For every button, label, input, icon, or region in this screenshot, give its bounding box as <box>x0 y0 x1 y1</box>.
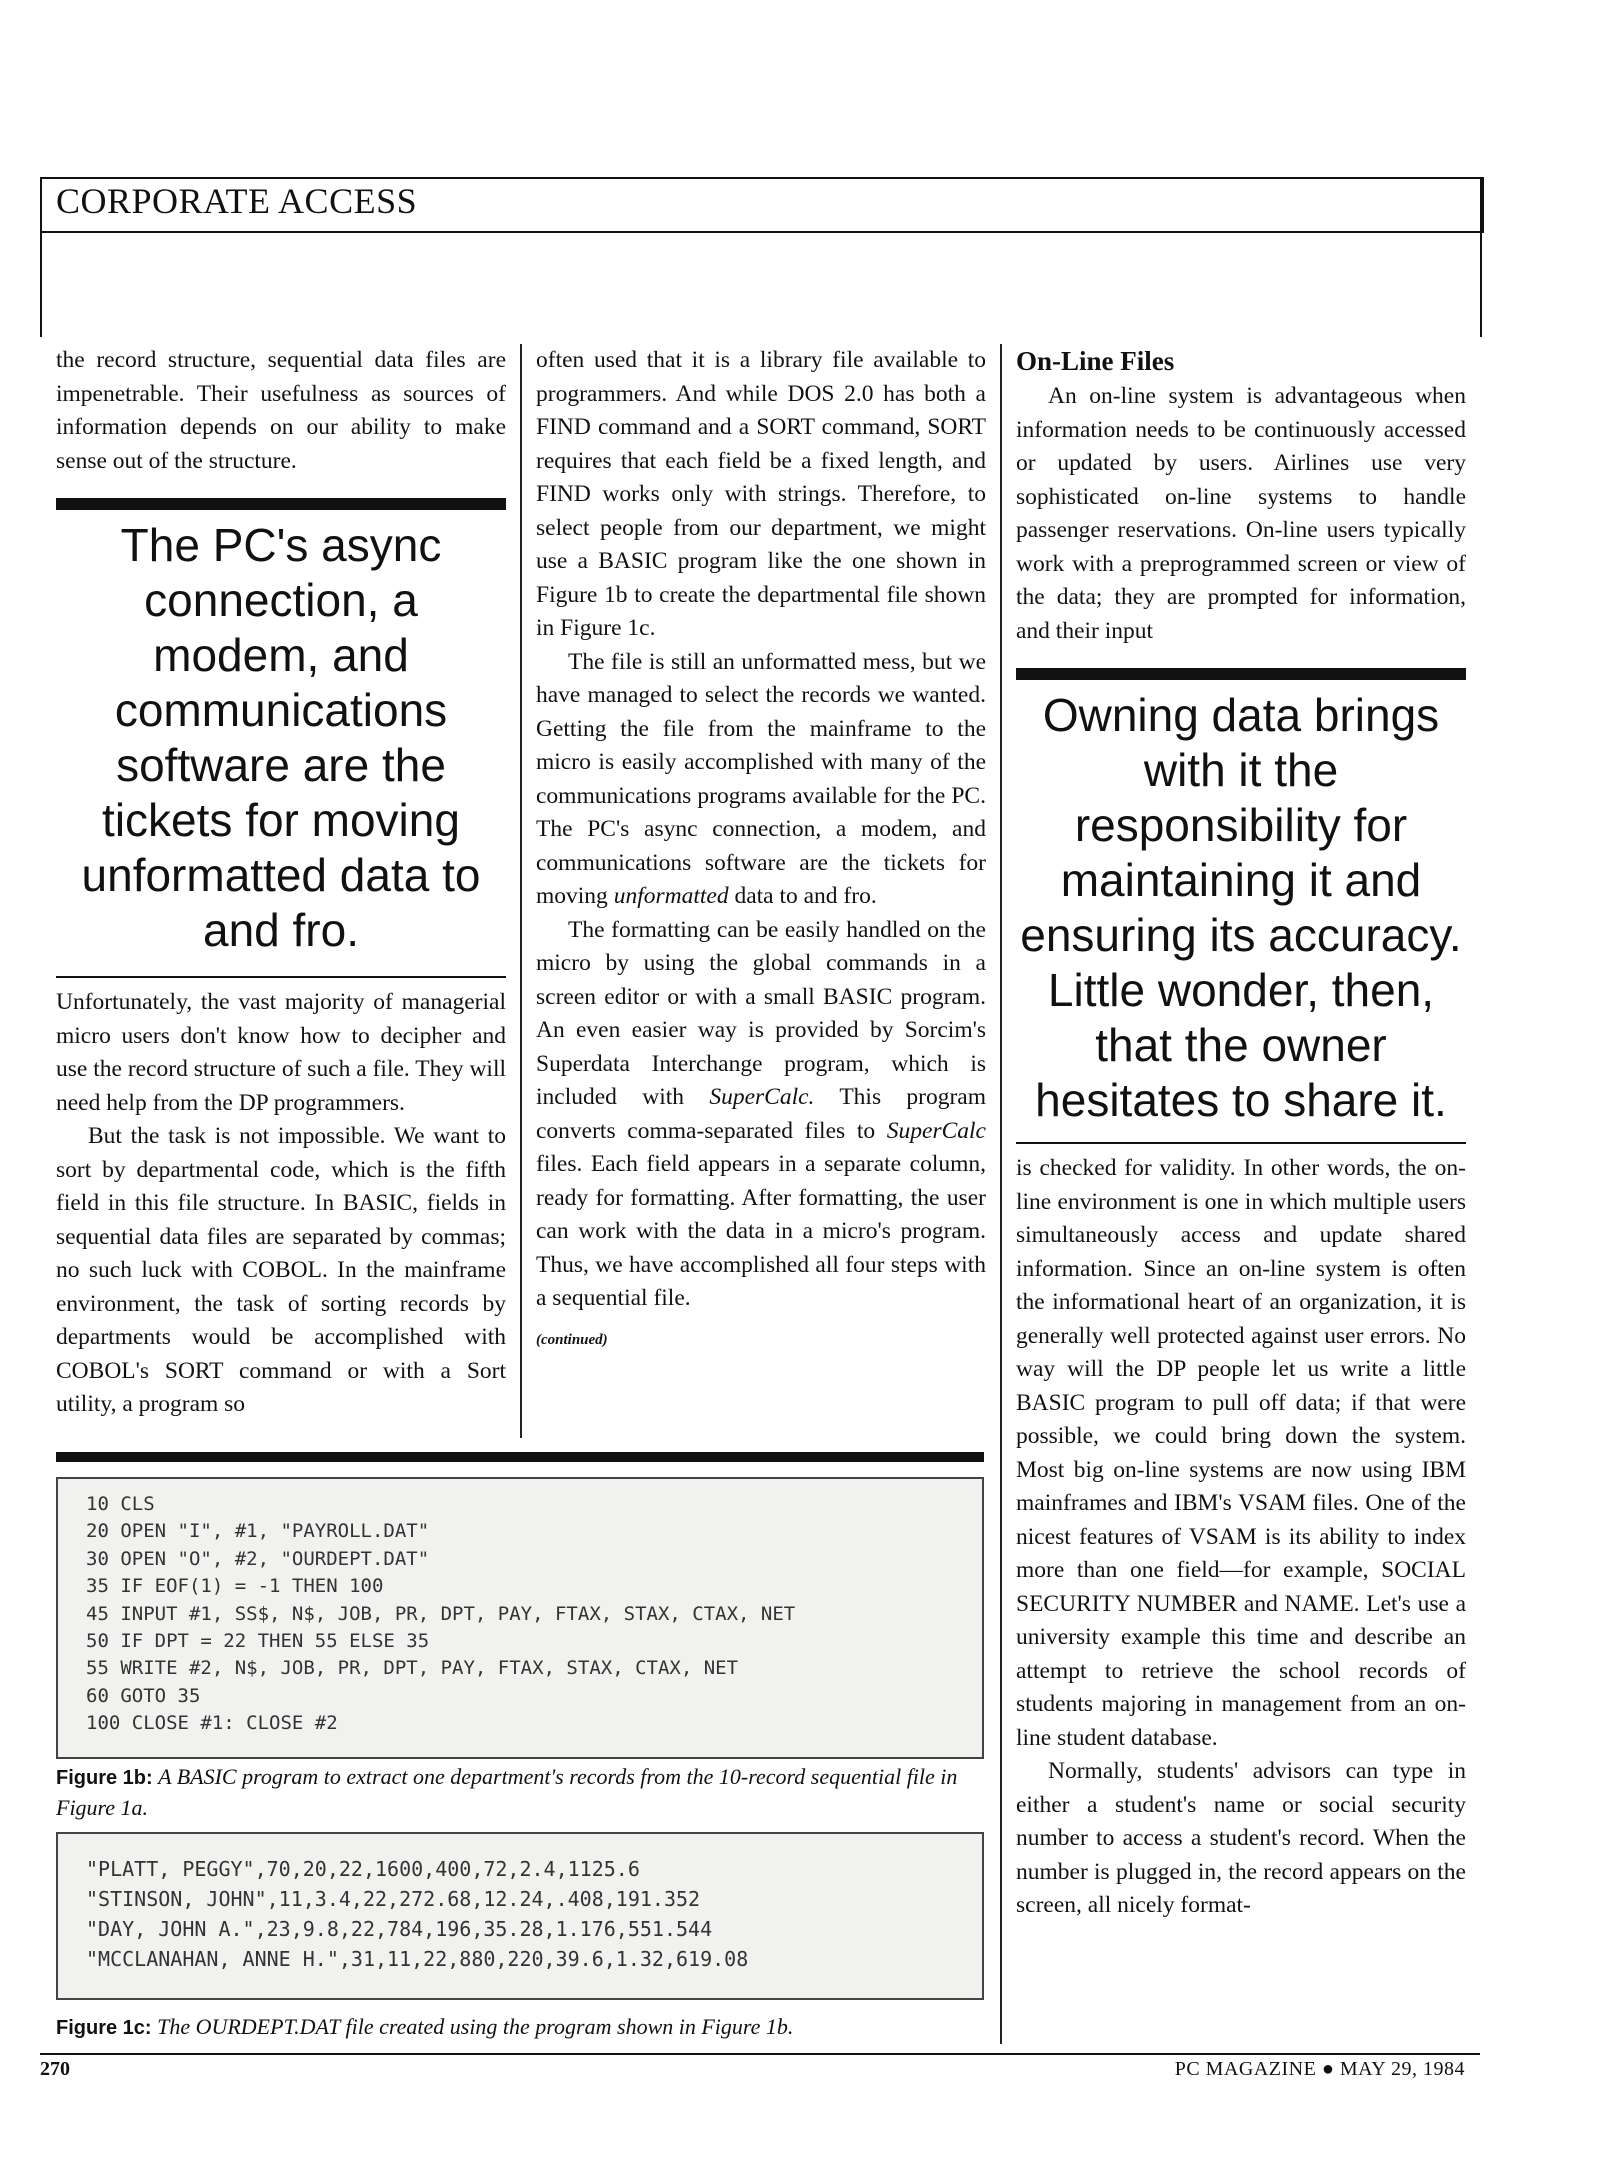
col2-p3-c: files. Each field appears in a separate column, ready for formatting. After formatting, the user can work with the data in a micro's program. Thus, we have accomplished all four steps with a sequential file. <box>536 1151 986 1311</box>
figure-1c-caption-text: The OURDEPT.DAT file created using the program shown in Figure 1b. <box>157 2014 794 2039</box>
figure-1b-code-line: 55 WRITE #2, N$, JOB, PR, DPT, PAY, FTAX, STAX, CTAX, NET <box>86 1657 739 1680</box>
section-title: CORPORATE ACCESS <box>56 181 418 221</box>
publication-line: PC MAGAZINE ● MAY 29, 1984 <box>1174 2058 1465 2080</box>
figure-1c-data-line: "DAY, JOHN A.",23,9.8,22,784,196,35.28,1.176,551.544 <box>86 1917 713 1941</box>
figure-1b-code-line: 30 OPEN "O", #2, "OURDEPT.DAT" <box>86 1547 430 1570</box>
footer-rule <box>40 2053 1480 2055</box>
figure-1b-caption <box>56 1762 984 1823</box>
column-2 <box>536 344 986 1357</box>
col2-p2-italic: unformatted <box>613 883 729 909</box>
col3-paragraph-2: is checked for validity. In other words, the on-line environment is one in which multiple users simultaneously access and update shared information. Since an on-line system is often the informational heart of an organization, it is generally well protected against user errors. No way will the DP people let us write a little BASIC program to pull off data; if that were possible, we could bring down the system. Most big on-line systems are now using IBM mainframes and IBM's VSAM files. One of the nicest features of VSAM is its ability to index more than one field—for example, SOCIAL SECURITY NUMBER and NAME. Let's use a university example this time and describe an attempt to retrieve the school records of students majoring in management from an on-line student database. <box>1016 1155 1466 1751</box>
figure-1c-data-line: "PLATT, PEGGY",70,20,22,1600,400,72,2.4,1125.6 <box>86 1857 640 1881</box>
figure-top-bar <box>56 1452 984 1462</box>
figure-1b-code-line: 45 INPUT #1, SS$, N$, JOB, PR, DPT, PAY, FTAX, STAX, CTAX, NET <box>86 1602 796 1625</box>
pullquote-2-bottom-rule <box>1016 1142 1466 1144</box>
figure-1b-caption-text: A BASIC program to extract one department's records from the 10-record sequential file in Figure 1a. <box>56 1764 958 1820</box>
pullquote-2-top-bar <box>1016 668 1466 680</box>
frame-right-edge <box>1480 177 1482 337</box>
figure-1b-code-line: 100 CLOSE #1: CLOSE #2 <box>86 1712 338 1735</box>
continued-label: (continued) <box>536 1331 608 1348</box>
col2-p3-italic-2: SuperCalc <box>886 1117 986 1144</box>
col2-paragraph-3 <box>536 914 986 1316</box>
figure-1b-code-line: 10 CLS <box>86 1493 155 1515</box>
figure-1c-data-line: "STINSON, JOHN",11,3.4,22,272.68,12.24,.408,191.352 <box>86 1887 701 1911</box>
col2-p3-a: The formatting can be easily handled on the micro by using the global commands in a screen editor or with a small BASIC program. An even easier way is provided by Sorcim's Superdata Interchange program, which is included with <box>536 916 986 1110</box>
figure-1b-code-line: 35 IF EOF(1) = -1 THEN 100 <box>86 1575 384 1598</box>
column-rule-1 <box>520 344 522 1438</box>
figure-1b-code-line: 20 OPEN "I", #1, "PAYROLL.DAT" <box>86 1520 430 1543</box>
pullquote-bottom-rule <box>56 976 506 978</box>
col2-p2-text: The file is still an unformatted mess, but we have managed to select the records we wanted. Getting the file from the mainframe to the micro is easily accomplished with many of the communications programs available for the PC. The PC's async connection, a modem, and communications software are the tickets for moving <box>536 648 986 909</box>
figure-1b-code-line: 50 IF DPT = 22 THEN 55 ELSE 35 <box>86 1630 430 1653</box>
figure-1c-label: Figure 1c: <box>56 2017 152 2039</box>
figure-1c-data-line: "MCCLANAHAN, ANNE H.",31,11,22,880,220,39.6,1.32,619.08 <box>86 1947 749 1971</box>
column-3 <box>1016 344 1466 1923</box>
pullquote-2: Owning data brings with it the responsibility for maintaining it and ensuring its accuracy. Little wonder, then, that the owner hesitates to share it. <box>1020 689 1462 1126</box>
col1-paragraph-3: But the task is not impossible. We want to sort by departmental code, which is the fifth field in this file structure. In BASIC, fields in sequential data files are separated by commas; no such luck with COBOL. In the mainframe environment, the task of sorting records by departments would be accomplished with COBOL's SORT command or with a Sort utility, a program so <box>56 1123 506 1417</box>
subhead-online-files: On-Line Files <box>1016 346 1175 376</box>
figure-1b-code-line: 60 GOTO 35 <box>86 1684 201 1707</box>
column-1 <box>56 344 506 1422</box>
col2-paragraph-2 <box>536 646 986 914</box>
column-rule-2 <box>1000 344 1002 2044</box>
col3-paragraph-1: An on-line system is advantageous when information needs to be continuously accessed or updated by users. Airlines use very sophisticated on-line systems to handle passenger reservations. On-line users typically work with a preprogrammed screen or view of the data; they are prompted for information, and their input <box>1016 383 1466 644</box>
col1-paragraph-2: Unfortunately, the vast majority of managerial micro users don't know how to decipher and use the record structure of such a file. They will need help from the DP programmers. <box>56 989 506 1116</box>
col1-paragraph-1: the record structure, sequential data files are impenetrable. Their usefulness as sources of information depends on our ability to make sense out of the structure. <box>56 347 506 474</box>
figure-1c-caption <box>56 2012 984 2043</box>
pullquote-1: The PC's async connection, a modem, and communications software are the tickets for moving unformatted data to and fro. <box>81 519 481 956</box>
page-number: 270 <box>40 2058 70 2080</box>
figure-1b-label: Figure 1b: <box>56 1767 153 1789</box>
pullquote-top-bar <box>56 498 506 510</box>
col2-p3-b: This program converts comma-separated files to <box>536 1084 987 1144</box>
figure-1c-data-listing <box>56 1832 984 2000</box>
col2-p3-italic-1: SuperCalc. <box>709 1084 815 1110</box>
figure-1b-code-listing <box>56 1477 984 1759</box>
col2-paragraph-1: often used that it is a library file available to programmers. And while DOS 2.0 has both a FIND command and a SORT command, SORT requires that each field be a fixed length, and FIND works only with strings. Therefore, to select people from our department, we might use a BASIC program like the one shown in Figure 1b to create the departmental file shown in Figure 1c. <box>536 347 986 641</box>
col3-paragraph-3: Normally, students' advisors can type in either a student's name or social security number to access a student's record. When the number is plugged in, the record appears on the screen, all nicely format- <box>1016 1758 1466 1918</box>
col2-p2-end: data to and fro. <box>734 883 877 909</box>
frame-left-edge <box>40 177 42 337</box>
